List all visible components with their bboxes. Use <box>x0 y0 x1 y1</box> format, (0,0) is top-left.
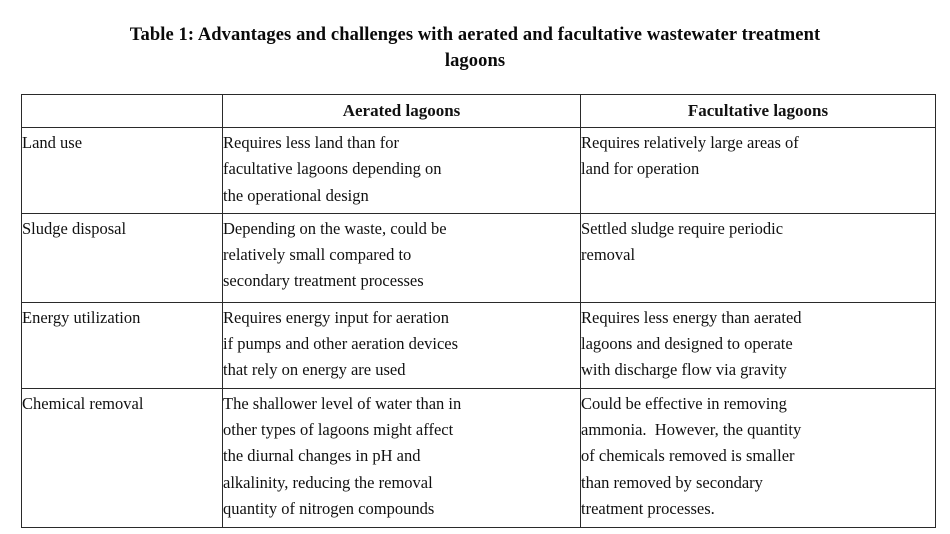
cell-text-line: that rely on energy are used <box>223 360 406 380</box>
cell-aerated-sludge-disposal <box>223 213 581 302</box>
table-row <box>22 128 936 214</box>
cell-text-line: land for operation <box>581 159 700 179</box>
cell-aerated-land-use <box>223 128 581 214</box>
cell-text-line: relatively small compared to <box>223 245 412 265</box>
cell-facultative-energy-utilization <box>581 302 936 388</box>
cell-text-line: quantity of nitrogen compounds <box>223 499 435 519</box>
table-header-row <box>22 95 936 128</box>
cell-text-line: of chemicals removed is smaller <box>581 446 795 466</box>
cell-text-line: Requires less energy than aerated <box>581 307 802 327</box>
advantages-challenges-table <box>21 94 936 528</box>
cell-facultative-sludge-disposal <box>581 213 936 302</box>
cell-text-line: the diurnal changes in pH and <box>223 446 421 466</box>
cell-text-line: other types of lagoons might affect <box>223 420 454 440</box>
cell-text-line: lagoons and designed to operate <box>581 334 793 354</box>
cell-text-line: Requires energy input for aeration <box>223 307 450 327</box>
row-label-land-use: Land use <box>22 128 223 214</box>
cell-text-line: alkalinity, reducing the removal <box>223 472 433 492</box>
table-row <box>22 213 936 302</box>
cell-text-line: with discharge flow via gravity <box>581 360 787 380</box>
row-label-chemical-removal: Chemical removal <box>22 388 223 527</box>
table-caption-line-2: lagoons <box>444 51 506 71</box>
cell-text-line: treatment processes. <box>581 499 715 519</box>
cell-text-line: than removed by secondary <box>581 472 763 492</box>
cell-text-line: secondary treatment processes <box>223 271 424 291</box>
cell-text-line: Requires less land than for <box>223 133 399 152</box>
cell-text-line: removal <box>581 245 636 265</box>
cell-aerated-chemical-removal <box>223 388 581 527</box>
column-header-aerated-lagoons: Aerated lagoons <box>223 95 581 128</box>
row-label-sludge-disposal: Sludge disposal <box>22 213 223 302</box>
cell-text-line: if pumps and other aeration devices <box>223 334 459 354</box>
cell-text-line: Settled sludge require periodic <box>581 218 784 238</box>
column-header-facultative-lagoons: Facultative lagoons <box>581 95 936 128</box>
cell-text-line: Could be effective in removing <box>581 393 787 413</box>
cell-text-line: Requires relatively large areas of <box>581 133 799 152</box>
row-label-energy-utilization: Energy utilization <box>22 302 223 388</box>
cell-facultative-land-use <box>581 128 936 214</box>
table-caption-line-1: Table 1: Advantages and challenges with aerated and facultative wastewater treatment <box>129 25 821 45</box>
cell-text-line: ammonia. However, the quantity <box>581 420 802 440</box>
table-caption <box>30 22 920 74</box>
column-header-criterion <box>22 95 223 128</box>
cell-aerated-energy-utilization <box>223 302 581 388</box>
cell-text-line: The shallower level of water than in <box>223 393 462 413</box>
table-row <box>22 302 936 388</box>
cell-text-line: Depending on the waste, could be <box>223 218 447 238</box>
table-row <box>22 388 936 527</box>
cell-facultative-chemical-removal <box>581 388 936 527</box>
cell-text-line: facultative lagoons depending on <box>223 159 442 179</box>
cell-text-line: the operational design <box>223 185 369 205</box>
